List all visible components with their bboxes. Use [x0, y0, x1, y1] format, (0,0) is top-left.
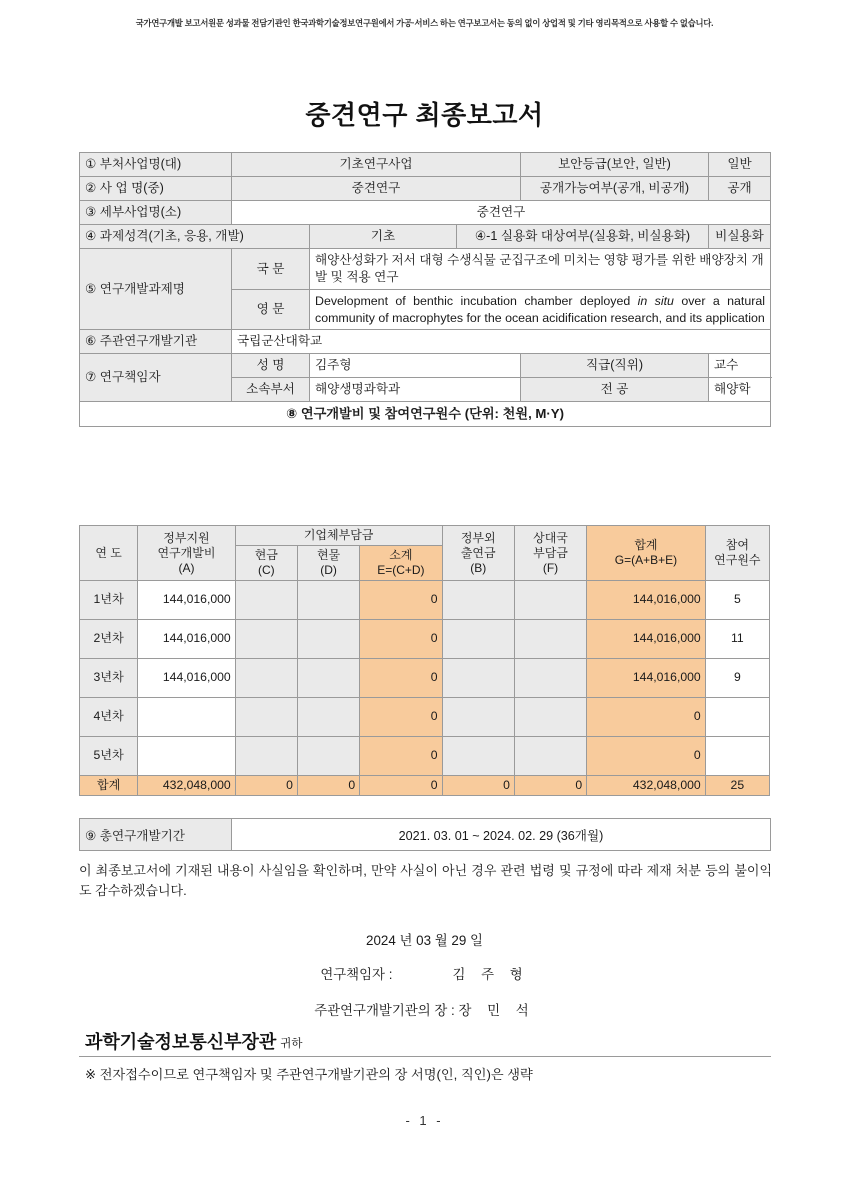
row-nongov — [442, 737, 514, 776]
table-row — [80, 201, 771, 225]
row-inkind — [297, 698, 359, 737]
row-inkind — [297, 659, 359, 698]
budget-header-row-1 — [80, 526, 770, 546]
row-nongov — [442, 581, 514, 620]
pi-major-value: 해양학 — [709, 378, 771, 402]
row-people: 9 — [705, 659, 769, 698]
row-cash — [235, 620, 297, 659]
row-people — [705, 698, 769, 737]
total-partner: 0 — [514, 776, 586, 796]
row-nongov — [442, 620, 514, 659]
project-title-label: ⑤ 연구개발과제명 — [80, 249, 232, 330]
table-row — [80, 581, 770, 620]
row-partner — [514, 581, 586, 620]
header-subtotal-line1: 소계 — [389, 548, 413, 562]
period-table — [79, 818, 771, 851]
disclosure-label: 공개가능여부(공개, 비공개) — [521, 177, 709, 201]
budget-section-heading: ⑧ 연구개발비 및 참여연구원수 (단위: 천원, M·Y) — [80, 402, 771, 427]
row-gov: 144,016,000 — [138, 659, 235, 698]
total-total: 432,048,000 — [587, 776, 706, 796]
row-subtotal: 0 — [360, 581, 442, 620]
row-year: 1년차 — [80, 581, 138, 620]
header-year: 연 도 — [80, 526, 138, 581]
korean-title-value: 해양산성화가 저서 대형 수생식물 군집구조에 미치는 영향 평가를 위한 배양장치 개발 및 적용 연구 — [310, 249, 771, 290]
minister-addressee — [85, 1028, 303, 1054]
header-gov-line1: 정부지원 — [163, 530, 210, 545]
row-inkind — [297, 620, 359, 659]
pi-label: ⑦ 연구책임자 — [80, 354, 232, 402]
english-title-value — [310, 290, 771, 330]
table-row — [80, 225, 771, 249]
row-total: 144,016,000 — [587, 659, 706, 698]
dept-program-label: ① 부처사업명(대) — [80, 153, 232, 177]
total-inkind: 0 — [297, 776, 359, 796]
header-total-line2: G=(A+B+E) — [614, 553, 678, 567]
row-nongov — [442, 659, 514, 698]
row-inkind — [297, 737, 359, 776]
row-gov — [138, 698, 235, 737]
row-people: 5 — [705, 581, 769, 620]
row-subtotal: 0 — [360, 698, 442, 737]
task-type-value: 기초 — [310, 225, 457, 249]
dept-program-value: 기초연구사업 — [232, 153, 521, 177]
total-cash: 0 — [235, 776, 297, 796]
security-level-label: 보안등급(보안, 일반) — [521, 153, 709, 177]
project-info-table — [79, 152, 771, 427]
table-row — [80, 737, 770, 776]
minister-honorific: 귀하 — [280, 1038, 303, 1050]
header-nongov-line2: 출연금 — [460, 545, 496, 560]
budget-total-row — [80, 776, 770, 796]
total-gov: 432,048,000 — [138, 776, 235, 796]
row-subtotal: 0 — [360, 659, 442, 698]
pi-rank-label: 직급(직위) — [521, 354, 709, 378]
org-signature-line — [0, 1000, 849, 1019]
header-total-line1: 합계 — [634, 538, 658, 552]
total-nongov: 0 — [442, 776, 514, 796]
table-row — [80, 620, 770, 659]
page-number: - 1 - — [405, 1113, 444, 1128]
table-row — [80, 354, 771, 378]
header-partner-country — [514, 526, 586, 581]
row-total: 0 — [587, 737, 706, 776]
row-gov — [138, 737, 235, 776]
pi-signature-name: 김 주 형 — [452, 967, 529, 982]
pi-dept-label: 소속부서 — [232, 378, 310, 402]
submission-date: 2024 년 03 월 29 일 — [366, 933, 483, 948]
header-subtotal-line2: E=(C+D) — [377, 563, 425, 577]
header-partner-line1: 상대국 — [533, 530, 568, 545]
table-row — [80, 249, 771, 290]
row-cash — [235, 698, 297, 737]
budget-table — [79, 525, 770, 796]
row-partner — [514, 659, 586, 698]
org-signature-label: 주관연구개발기관의 장 : — [314, 1003, 455, 1018]
row-year: 3년차 — [80, 659, 138, 698]
english-title-part1: Development of benthic incubation chamber deployed — [315, 294, 638, 308]
header-partner-line3: (F) — [542, 560, 559, 575]
table-row — [80, 330, 771, 354]
row-gov: 144,016,000 — [138, 581, 235, 620]
header-total — [587, 526, 706, 581]
row-people — [705, 737, 769, 776]
header-cash-line2: (C) — [257, 563, 275, 577]
header-cash — [235, 546, 297, 581]
page-title: 중견연구 최종보고서 — [305, 100, 544, 130]
row-gov: 144,016,000 — [138, 620, 235, 659]
period-label: ⑨ 총연구개발기간 — [80, 819, 232, 851]
table-row — [80, 402, 771, 427]
disclosure-value: 공개 — [709, 177, 771, 201]
pi-rank-value: 교수 — [709, 354, 771, 378]
task-type-label: ④ 과제성격(기초, 응용, 개발) — [80, 225, 310, 249]
header-cash-line1: 현금 — [254, 548, 278, 562]
row-year: 2년차 — [80, 620, 138, 659]
program-name-label: ② 사 업 명(중) — [80, 177, 232, 201]
header-gov-line3: (A) — [178, 560, 195, 575]
row-year: 5년차 — [80, 737, 138, 776]
header-people-line1: 참여 — [725, 538, 749, 552]
total-subtotal: 0 — [360, 776, 442, 796]
row-people: 11 — [705, 620, 769, 659]
header-people-line2: 연구원수 — [714, 553, 761, 567]
row-nongov — [442, 698, 514, 737]
row-partner — [514, 698, 586, 737]
copyright-notice: 국가연구개발 보고서원문 성과물 전담기관인 한국과학기술정보연구원에서 가공·서비스 하는 연구보고서는 동의 없이 상업적 및 기타 영리목적으로 사용할 수 없습니다. — [135, 17, 714, 29]
header-corporate-group: 기업체부담금 — [235, 526, 442, 546]
org-signature-name: 장 민 석 — [458, 1003, 535, 1018]
header-nongov-line1: 정부외 — [460, 530, 496, 545]
header-partner-line2: 부담금 — [533, 545, 568, 560]
table-row — [80, 153, 771, 177]
confirmation-statement: 이 최종보고서에 기재된 내용이 사실임을 확인하며, 만약 사실이 아닌 경우 관련 법령 및 규정에 따라 제재 처분 등의 불이익도 감수하겠습니다. — [79, 863, 772, 899]
header-inkind-line2: (D) — [320, 563, 337, 577]
row-total: 144,016,000 — [587, 581, 706, 620]
electronic-submission-note: ※ 전자접수이므로 연구책임자 및 주관연구개발기관의 장 서명(인, 직인)은 생략 — [85, 1067, 533, 1082]
row-total: 144,016,000 — [587, 620, 706, 659]
pi-name-label: 성 명 — [232, 354, 310, 378]
table-row — [80, 819, 771, 851]
sub-program-value: 중견연구 — [232, 201, 771, 225]
pi-signature-label: 연구책임자 : — [320, 967, 393, 982]
total-year: 합계 — [80, 776, 138, 796]
row-partner — [514, 620, 586, 659]
header-subtotal — [360, 546, 442, 581]
row-cash — [235, 581, 297, 620]
row-cash — [235, 737, 297, 776]
row-year: 4년차 — [80, 698, 138, 737]
english-title-part2: over a natural community of macrophytes for the ocean acidification research, and its application — [315, 294, 765, 325]
header-gov-funding — [138, 526, 235, 581]
english-title-italic: in situ — [637, 294, 674, 308]
row-total: 0 — [587, 698, 706, 737]
table-row — [80, 659, 770, 698]
program-name-value: 중견연구 — [232, 177, 521, 201]
commercialization-value: 비실용화 — [709, 225, 771, 249]
table-row — [80, 698, 770, 737]
period-value: 2021. 03. 01 ~ 2024. 02. 29 (36개월) — [232, 819, 771, 851]
security-level-value: 일반 — [709, 153, 771, 177]
host-org-value: 국립군산대학교 — [232, 330, 771, 354]
row-subtotal: 0 — [360, 620, 442, 659]
english-title-label: 영 문 — [232, 290, 310, 330]
minister-title: 과학기술정보통신부장관 — [85, 1032, 277, 1052]
pi-name-value: 김주형 — [310, 354, 521, 378]
sub-program-label: ③ 세부사업명(소) — [80, 201, 232, 225]
korean-title-label: 국 문 — [232, 249, 310, 290]
host-org-label: ⑥ 주관연구개발기관 — [80, 330, 232, 354]
row-cash — [235, 659, 297, 698]
header-nongov-line3: (B) — [470, 560, 487, 575]
commercialization-label: ④-1 실용화 대상여부(실용화, 비실용화) — [457, 225, 709, 249]
row-inkind — [297, 581, 359, 620]
divider — [79, 1056, 771, 1057]
header-researcher-count — [705, 526, 769, 581]
header-gov-line2: 연구개발비 — [157, 545, 216, 560]
pi-dept-value: 해양생명과학과 — [310, 378, 521, 402]
row-partner — [514, 737, 586, 776]
table-row — [80, 177, 771, 201]
header-nongov — [442, 526, 514, 581]
total-people: 25 — [705, 776, 769, 796]
pi-signature-line — [0, 964, 849, 983]
header-inkind-line1: 현물 — [316, 548, 341, 562]
header-inkind — [297, 546, 359, 581]
row-subtotal: 0 — [360, 737, 442, 776]
pi-major-label: 전 공 — [521, 378, 709, 402]
